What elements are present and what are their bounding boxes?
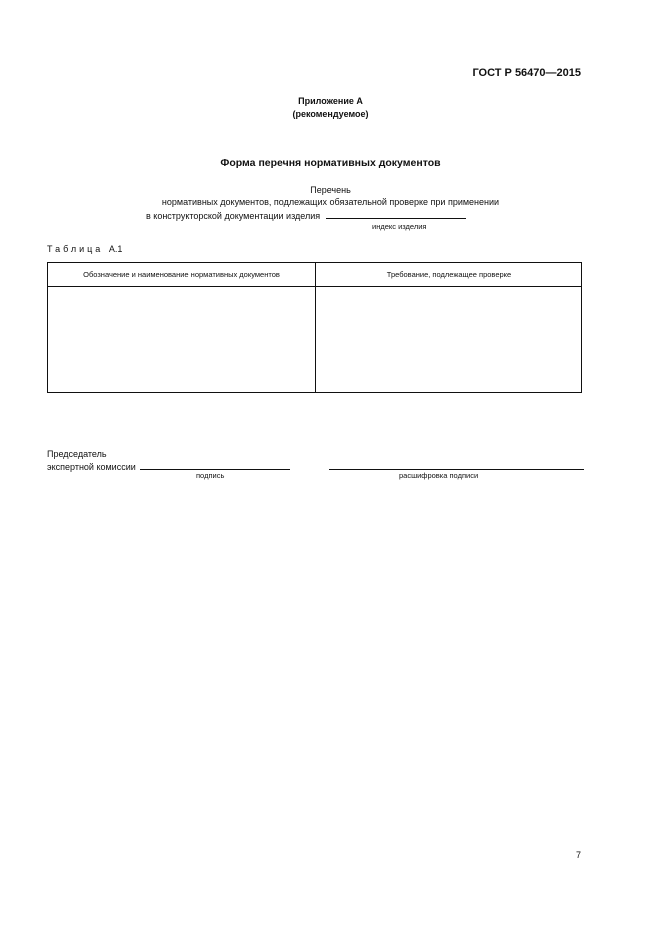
signature-role-line2: экспертной комиссии [47,462,136,472]
list-description-line2 [146,209,466,221]
product-index-caption: индекс изделия [372,222,427,231]
signature-role-line1: Председатель [47,449,107,459]
standard-number: ГОСТ Р 56470—2015 [472,67,581,79]
appendix-title: Приложение А [298,96,363,106]
table-label-word: Таблица [47,244,104,254]
list-description-text: в конструкторской документации изделия [146,211,321,221]
form-title: Форма перечня нормативных документов [220,157,441,169]
list-description-line1: нормативных документов, подлежащих обязательной проверке при применении [161,197,500,207]
page-number: 7 [575,850,581,860]
table-label [47,244,122,254]
signature-role-line2-wrap [47,460,290,472]
signature-name-caption: расшифровка подписи [399,471,479,480]
product-index-field[interactable] [326,209,466,219]
table-header-designation: Обозначение и наименование нормативных документов [83,270,280,279]
list-title: Перечень [310,185,351,195]
documents-table [47,262,582,393]
table-column-divider [315,263,316,392]
signature-caption: подпись [196,471,225,480]
signature-name-field[interactable] [329,469,584,470]
table-header-requirement: Требование, подлежащее проверке [386,270,512,279]
appendix-status: (рекомендуемое) [292,109,369,119]
table-number: А.1 [108,244,123,254]
signature-field[interactable] [140,460,290,470]
